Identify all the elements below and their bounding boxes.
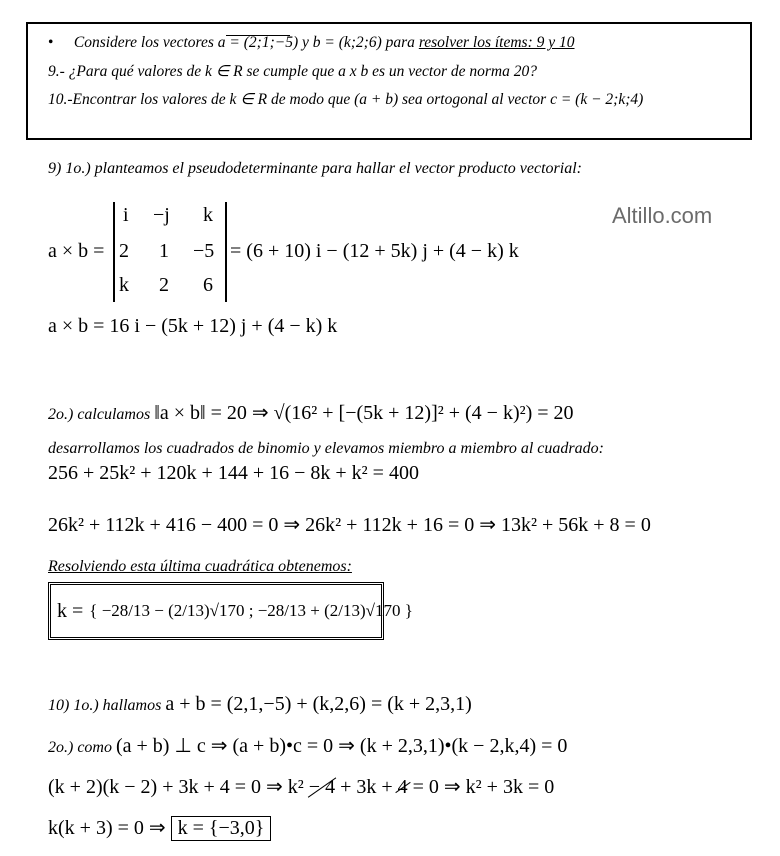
para-text: para <box>385 34 415 51</box>
answer-10-box: k = {−3,0} <box>171 816 272 841</box>
det-cell: i <box>123 204 129 226</box>
solve-note: Resolviendo esta última cuadrática obtenemos: <box>48 558 352 575</box>
sum-line <box>48 693 472 716</box>
det-cell: 2 <box>119 240 129 262</box>
bullet-icon: • <box>48 34 54 51</box>
cancelled-term: 4 <box>397 776 408 798</box>
product-expansion-line <box>48 774 554 799</box>
problem-intro-text: Considere los vectores <box>73 34 214 51</box>
norm-equation-line <box>48 400 574 425</box>
det-cell: k <box>119 274 129 296</box>
answer-9-values: { −28/13 − (2/13)√170 ; −28/13 + (2/13)√170 } <box>89 601 413 620</box>
cancelled-term: − 4 <box>308 776 336 798</box>
cross-product-expansion: = (6 + 10) i − (12 + 5k) j + (4 − k) k <box>230 240 519 262</box>
answer-9-prefix: k = <box>57 599 84 622</box>
section-9-heading: 9) 1o.) planteamos el pseudodeterminante para hallar el vector producto vectorial: <box>48 160 582 177</box>
watermark-logo: Altillo.com <box>612 203 713 228</box>
factored-equation: k(k + 3) = 0 ⇒ <box>48 817 166 839</box>
middle-terms: + 3k + <box>340 776 393 798</box>
problem-line-1 <box>48 34 575 52</box>
items-reference: resolver los ítems: 9 y 10 <box>418 34 575 51</box>
det-cell: 2 <box>159 274 169 296</box>
quadratic-simplification: 26k² + 112k + 416 − 400 = 0 ⇒ 26k² + 112k + 16 = 0 ⇒ 13k² + 56k + 8 = 0 <box>48 514 651 536</box>
vector-a-definition: a = (2;1;−5) <box>217 34 299 51</box>
determinant-matrix <box>113 202 227 302</box>
vector-sum-equation: a + b = (2,1,−5) + (k,2,6) = (k + 2,3,1) <box>165 693 472 715</box>
det-cell: −j <box>153 204 170 226</box>
step-2-label-10: 2o.) como <box>48 739 112 756</box>
step-2-label: 2o.) calculamos <box>48 406 151 423</box>
step-1-label-10: 10) 1o.) hallamos <box>48 697 162 714</box>
conjunction-text: y <box>302 34 309 51</box>
cross-product-result: a × b = 16 i − (5k + 12) j + (4 − k) k <box>48 315 338 337</box>
det-cell: 6 <box>203 274 213 296</box>
orthogonal-line <box>48 733 567 758</box>
cross-product-lhs: a × b = <box>48 240 105 262</box>
binomial-note: desarrollamos los cuadrados de binomio y elevamos miembro a miembro al cuadrado: <box>48 440 604 457</box>
norm-equation: ‖a × b‖ = 20 ⇒ √(16² + [−(5k + 12)]² + (4 − k)²) = 20 <box>154 402 574 424</box>
problem-line-10: 10.-Encontrar los valores de k ∈ R de modo que (a + b) sea ortogonal al vector c = (k − 2;k;4) <box>48 91 644 108</box>
dot-product-equation: (a + b) ⊥ c ⇒ (a + b)•c = 0 ⇒ (k + 2,3,1)•(k − 2,k,4) = 0 <box>115 735 568 757</box>
simplified-quadratic: = 0 ⇒ k² + 3k = 0 <box>412 776 555 798</box>
det-cell: k <box>203 204 213 226</box>
product-expansion-left: (k + 2)(k − 2) + 3k + 4 = 0 ⇒ k² <box>48 776 304 798</box>
factor-line <box>48 815 271 841</box>
vector-b-definition: b = (k;2;6) <box>312 34 382 51</box>
expanded-equation: 256 + 25k² + 120k + 144 + 16 − 8k + k² = 400 <box>48 462 419 484</box>
det-cell: 1 <box>159 240 169 262</box>
problem-line-9: 9.- ¿Para qué valores de k ∈ R se cumple que a x b es un vector de norma 20? <box>48 63 537 80</box>
answer-9-box <box>48 582 413 640</box>
problem-statement-box <box>26 22 752 140</box>
det-cell: −5 <box>193 240 215 262</box>
